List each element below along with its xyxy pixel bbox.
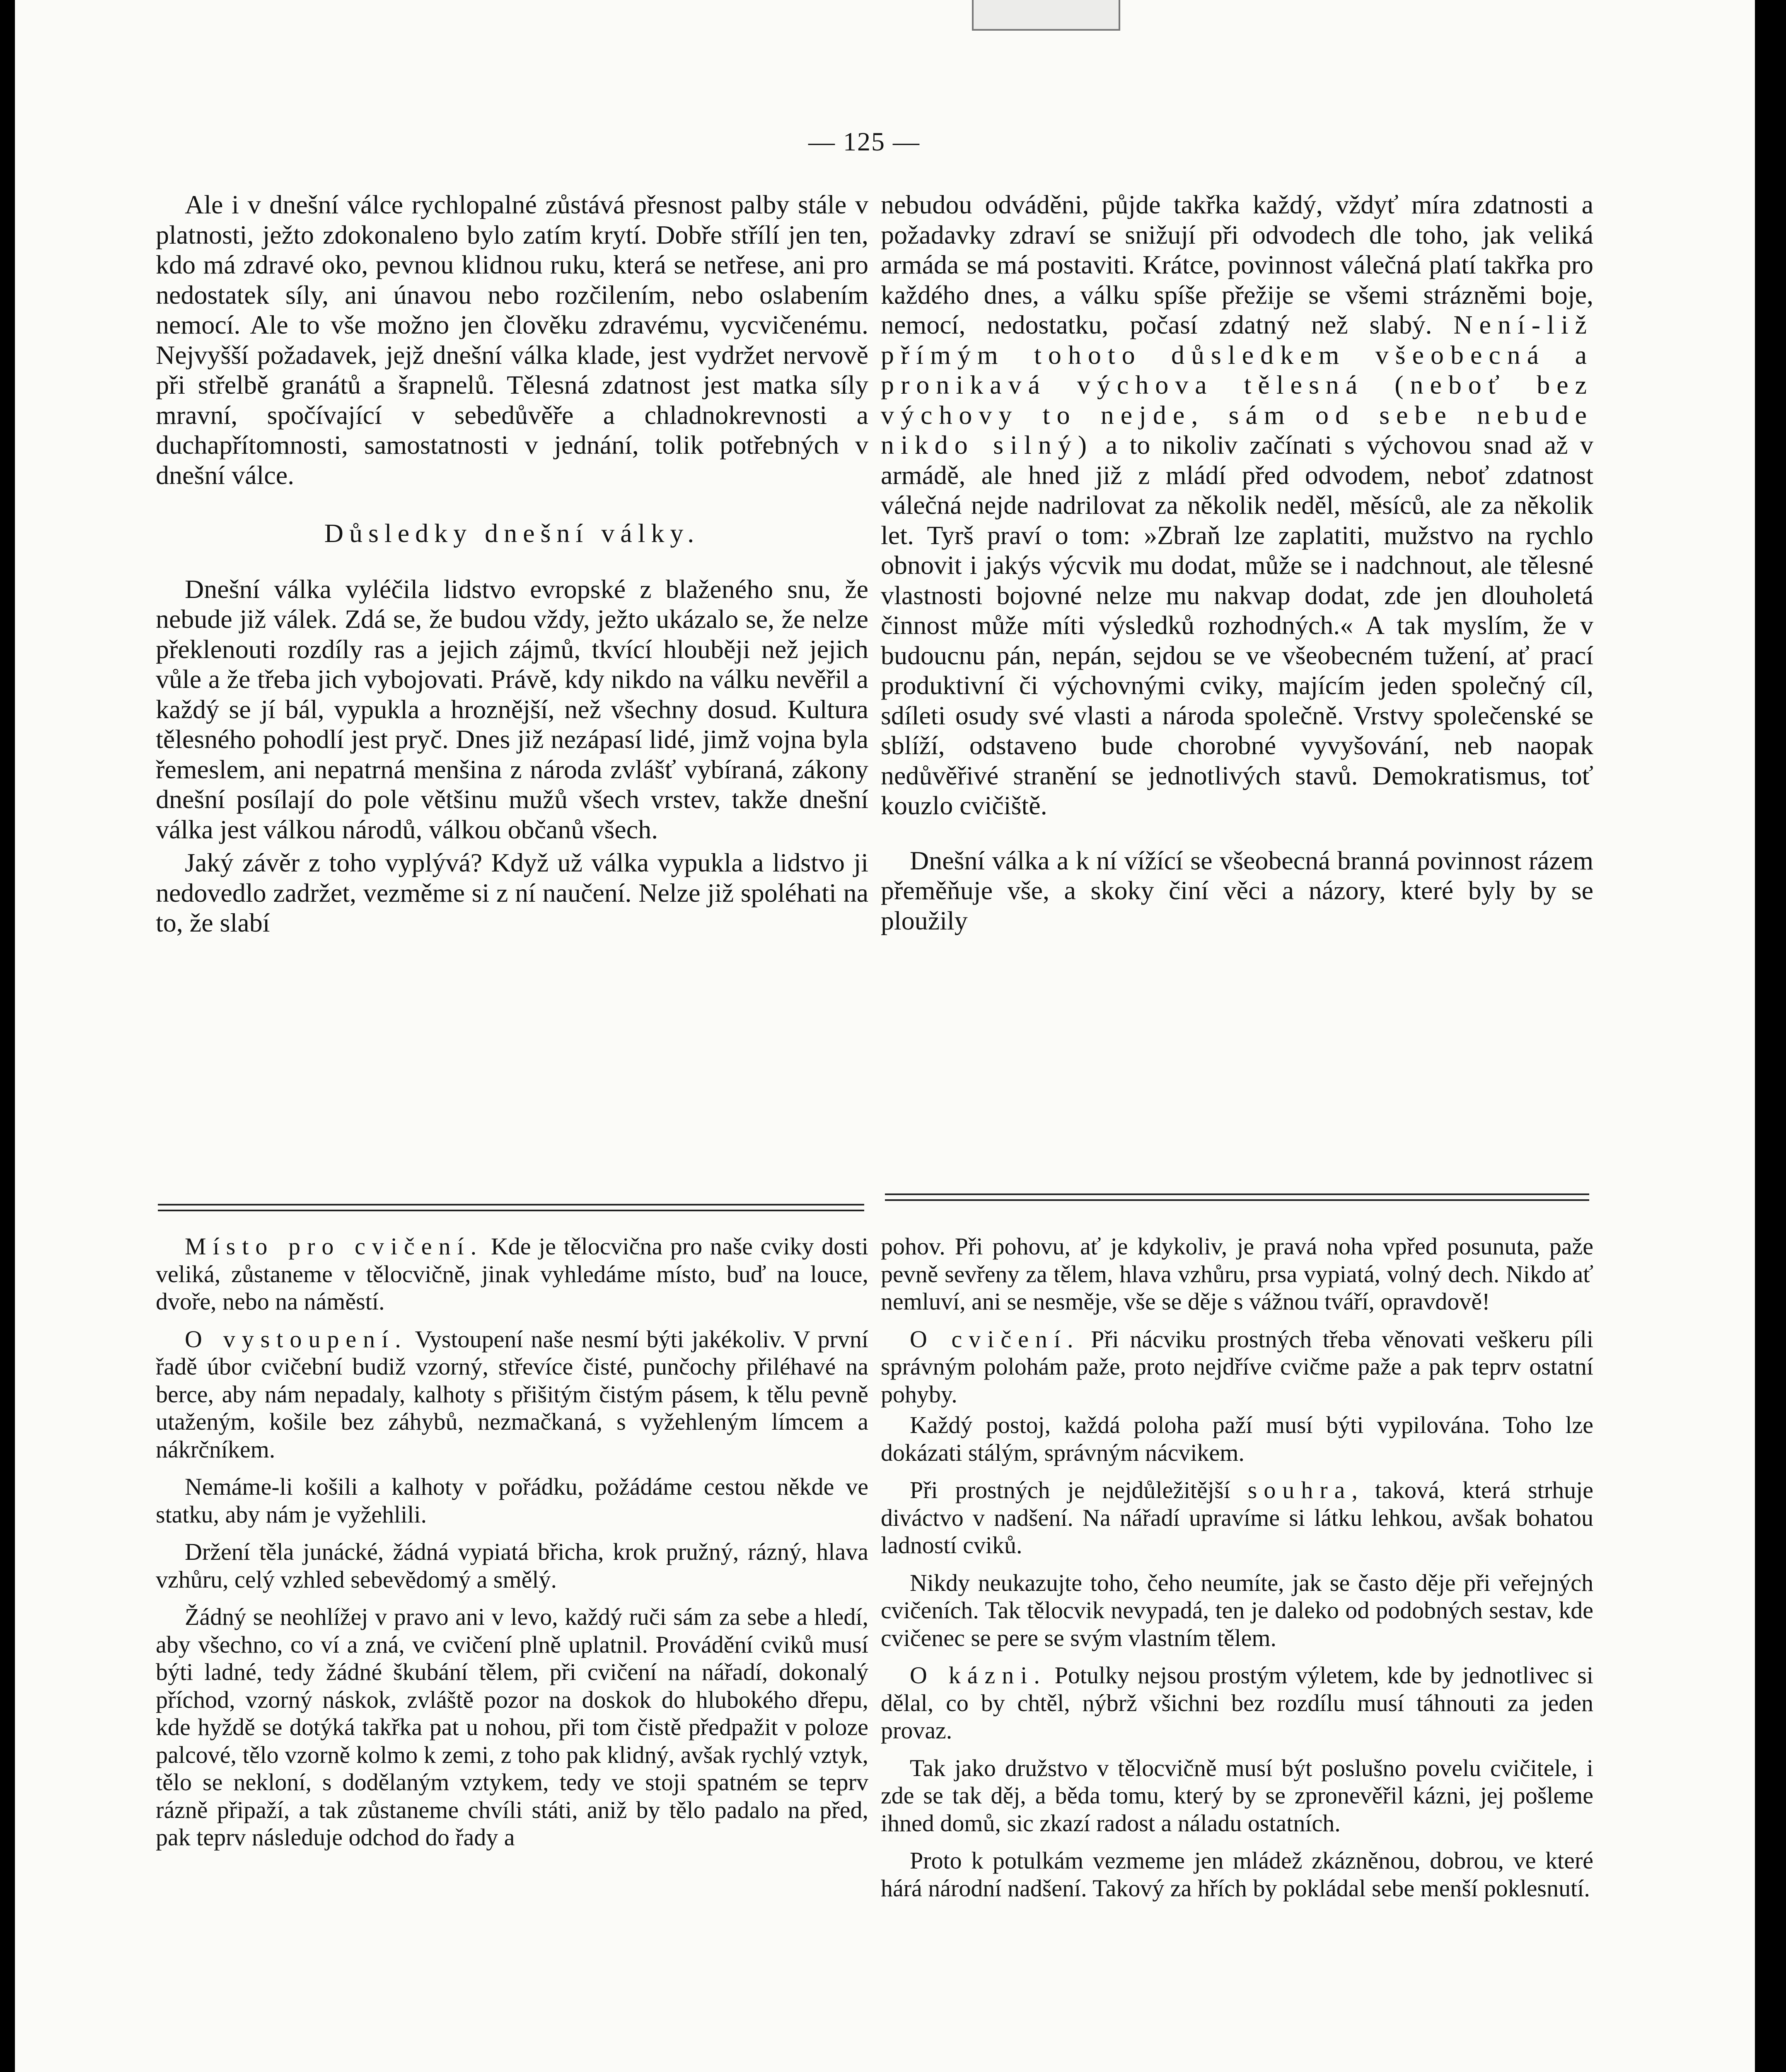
divider-rule <box>885 1193 1589 1201</box>
top-right-column <box>881 190 1593 936</box>
text-run: a to nikoliv začínati s výchovou snad až v armádě, ale hned již z mládí před odvodem, neboť zdatnost válečná nejde nadrilovat za několik neděl, měsíců, ale za několik let. Tyrš praví o tom: »Zbraň lze zaplatiti, mužstvo na rychlo obnovit i jakýs výcvik mu dodat, může se i nadchnout, ale tělesné vlastnosti bojovné nelze mu nakvap dodat, zde jen dlouholetá činnost může míti výsledků rozhodných.« A tak myslím, že v budoucnu pán, nepán, sejdou se ve všeobecném tužení, ať prací produktivní či výchovnými cviky, majícím jeden společný cíl, sdíleti osudy své vlasti a národa společně. Vrstvy společenské se sblíží, odstaveno bude chorobné vyvyšování, neb naopak nedůvěřivé stranění se jednotlivých stavů. Demokratismus, toť kouzlo cvičiště. <box>881 430 1594 820</box>
paragraph: Dnešní válka a k ní vížící se všeobecná branná povinnost rázem přeměňuje vše, a skoky činí věci a názory, které byly by se ploužily <box>881 845 1593 935</box>
paragraph <box>881 1326 1593 1409</box>
text-run: Vystoupení naše nesmí býti jakékoliv. V první řadě úbor cvičební budiž vzorný, střevíce čisté, punčochy přiléhavé na berce, aby nám nepadaly, kalhoty s přišitým čistým pásem, k tělu pevně utaženým, košile bez záhybů, nezmačkaná, s vyžehleným límcem a nákrčníkem. <box>156 1325 868 1463</box>
bottom-right-column <box>881 1233 1593 1902</box>
paragraph-label: O vystoupení. <box>185 1325 408 1353</box>
paragraph: Jaký závěr z toho vyplývá? Když už válka vypukla a lidstvo ji nedovedlo zadržet, vezměme si z ní naučení. Nelze již spoléhati na to, že slabí <box>156 848 868 937</box>
scanned-page <box>15 0 1755 2072</box>
paragraph: Tak jako družstvo v tělocvičně musí být poslušno povelu cvičitele, i zde se tak děj, a běda tomu, který by se zpronevěřil kázni, jej pošleme ihned domů, sic zkazí radost a náladu ostatních. <box>881 1754 1593 1837</box>
paragraph: Nemáme-li košili a kalhoty v pořádku, požádáme cestou někde ve statku, aby nám je vyžehlili. <box>156 1473 868 1528</box>
text-run: Při nácviku prostných třeba věnovati veškeru píli správným polohám paže, proto nejdříve cvičme paže a pak teprv ostatní pohyby. <box>881 1325 1594 1408</box>
paragraph: Dnešní válka vyléčila lidstvo evropské z blaženého snu, že nebude již válek. Zdá se, že budou vždy, ježto ukázalo se, že nelze překlenouti rozdíly ras a jejich zájmů, tkvící hlouběji než jejich vůle a že třeba jich vybojovati. Právě, kdy nikdo na válku nevěřil a každý se jí bál, vypukla a hroznější, než všechny dosud. Kultura tělesného pohodlí jest pryč. Dnes již nezápasí lidé, jimž vojna byla řemeslem, ani nepatrná menšina z národa zvlášť vybíraná, zákony dnešní posílají do pole většinu mužů všech vrstev, takže dnešní válka jest válkou národů, válkou občanů všech. <box>156 574 868 844</box>
paragraph: pohov. Při pohovu, ať je kdykoliv, je pravá noha vpřed posunuta, paže pevně sevřeny za tělem, hlava vzhůru, prsa vypiatá, volný dech. Nikdo ať nemluví, ani se nesměje, vše se děje s vážnou tváří, opravdově! <box>881 1233 1593 1315</box>
text-run: Kde je tělocvična pro naše cviky dosti veliká, zůstaneme v tělocvičně, jinak vyhledáme místo, buď na louce, dvoře, nebo na náměstí. <box>156 1233 868 1315</box>
top-left-column <box>156 190 868 938</box>
text-run: , taková, která strhuje diváctvo v nadšení. Na nářadí upravíme si látku lehkou, avšak bohatou ladností cviků. <box>881 1477 1594 1559</box>
text-run: Potulky nejsou prostým výletem, kde by jednotlivec si dělal, co by chtěl, nýbrž všichni bez rozdílu musí táhnouti za jeden provaz. <box>881 1662 1593 1744</box>
text-run: Při prostných je nejdůležitější <box>910 1477 1230 1503</box>
paragraph <box>156 1233 868 1316</box>
divider-rule <box>158 1204 864 1211</box>
paragraph: Každý postoj, každá poloha paží musí býti vypilována. Toho lze dokázati stálým, správným nácvikem. <box>881 1411 1593 1466</box>
paragraph-label: O cvičení. <box>910 1325 1080 1353</box>
section-heading: Důsledky dnešní války. <box>324 518 700 548</box>
paragraph: Ale i v dnešní válce rychlopalné zůstává přesnost palby stále v platnosti, ježto zdokonaleno bylo zatím krytí. Dobře střílí jen ten, kdo má zdravé oko, pevnou klidnou ruku, která se netřese, ani pro nedostatek síly, ani únavou nebo rozčilením, nebo oslabením nemocí. Ale to vše možno jen člověku zdravému, vycvičenému. Nejvyšší požadavek, jejž dnešní válka klade, jest vydržet nervově při střelbě granátů a šrapnelů. Tělesná zdatnost jest matka síly mravní, spočívající v sebedůvěře a chladnokrevnosti a duchapřítomnosti, samostatnosti v jednání, tolik potřebných v dnešní válce. <box>156 190 868 490</box>
paragraph-label: O kázni. <box>910 1662 1046 1689</box>
paragraph: Nikdy neukazujte toho, čeho neumíte, jak se často děje při veřejných cvičeních. Tak tělocvik nevypadá, ten je daleko od podobných sestav, kde cvičenec se pere se svým vlastním tělem. <box>881 1569 1593 1651</box>
emphasized-text: souhra <box>1247 1477 1352 1503</box>
paragraph <box>881 1662 1593 1745</box>
paragraph <box>881 190 1593 821</box>
page-number: — 125 — <box>808 127 920 156</box>
paragraph <box>156 1326 868 1464</box>
paragraph-label: Místo pro cvičení. <box>185 1233 483 1260</box>
paragraph: Proto k potulkám vezmeme jen mládež zkázněnou, dobrou, ve které hárá národní nadšení. Takový za hřích by pokládal sebe menší poklesnutí. <box>881 1847 1593 1902</box>
bottom-left-column <box>156 1233 868 1852</box>
text-run: nebudou odváděni, půjde takřka každý, vždyť míra zdatnosti a požadavky zdraví se snižují při odvodech dle toho, jak veliká armáda se má postaviti. Krátce, povinnost válečná platí takřka pro každého dnes, a válku spíše přežije se všemi strázněmi boje, nemocí, nedostatku, počasí zdatný než slabý. <box>881 190 1593 339</box>
binding-tab <box>972 0 1120 31</box>
paragraph <box>881 1477 1593 1559</box>
paragraph: Žádný se neohlížej v pravo ani v levo, každý ruči sám za sebe a hledí, aby všechno, co ví a zná, ve cvičení plně uplatnil. Provádění cviků musí býti ladné, tedy žádné škubání tělem, při cvičení na nářadí, dokonalý příchod, vzorný náskok, zvláště pozor na doskok do hlubokého dřepu, kde hyždě se dotýká takřka pat u nohou, při tom čistě předpažit v poloze palcové, tělo vzorně kolmo k zemi, z toho pak klidný, avšak rychlý vztyk, tělo se nekloní, s dodělaným vztykem, tedy ve stoji spatném se teprv rázně připaží, a tak zůstaneme chvíli státi, aniž by tělo padalo na před, pak teprv následuje odchod do řady a <box>156 1603 868 1851</box>
emphasized-text: Není-liž přímým tohoto důsledkem všeobecná a pronikavá výchova tělesná (neboť bez výchovy to nejde, sám od sebe nebude nikdo silný) <box>881 310 1594 460</box>
paragraph: Držení těla junácké, žádná vypiatá břicha, krok pružný, rázný, hlava vzhůru, celý vzhled sebevědomý a smělý. <box>156 1538 868 1593</box>
